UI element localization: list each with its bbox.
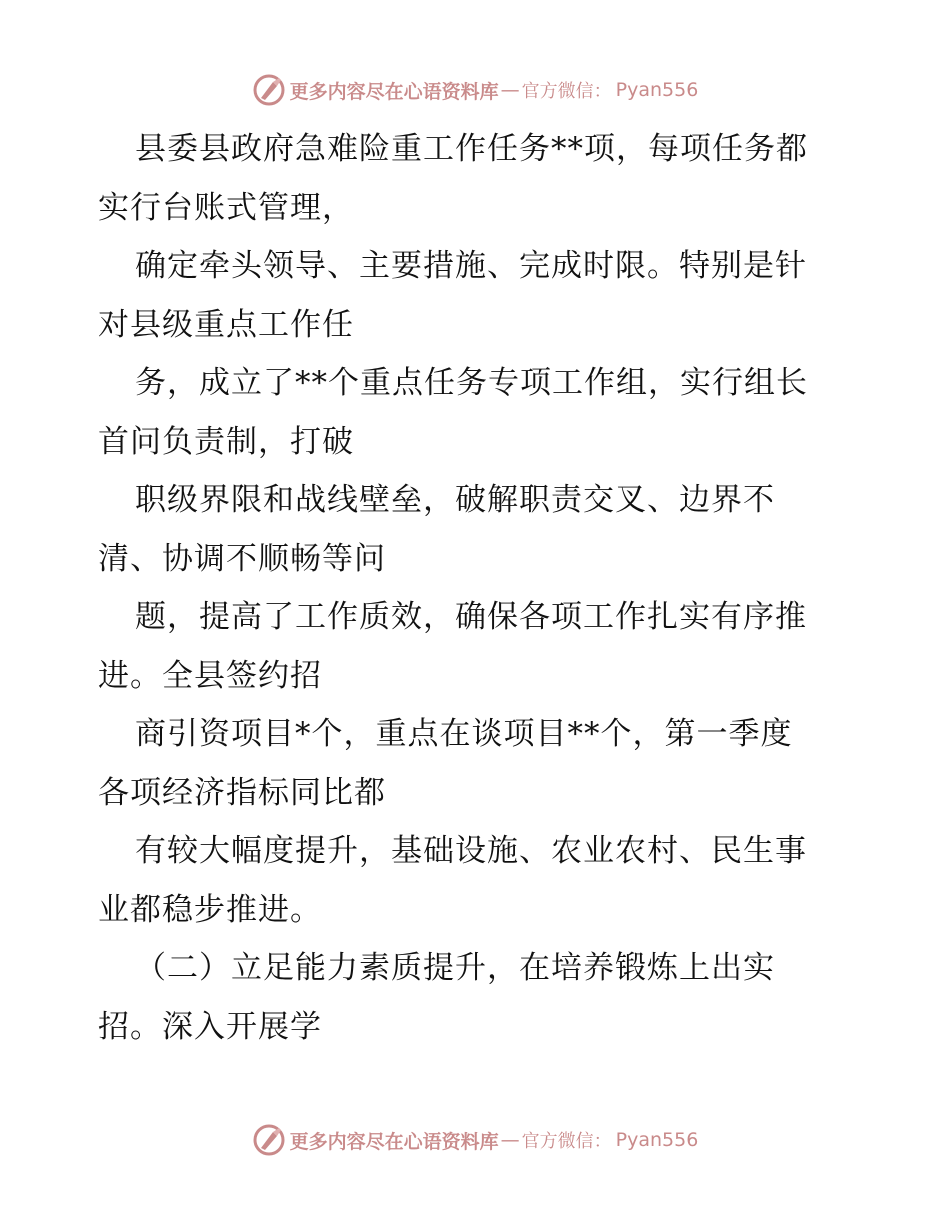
- text-line: 务，成立了**个重点任务专项工作组，实行组长: [135, 365, 808, 401]
- text-line: （二）立足能力素质提升，在培养锻炼上出实: [135, 950, 775, 986]
- watermark-id: Pyan556: [615, 1129, 699, 1151]
- text-line: 对县级重点工作任: [98, 306, 354, 343]
- text-line: 各项经济指标同比都: [98, 774, 386, 811]
- text-line: 职级界限和战线壁垒，破解职责交叉、边界不: [135, 482, 775, 518]
- watermark-dash: —: [500, 1129, 520, 1151]
- text-line: 业都稳步推进。: [98, 891, 322, 928]
- text-line: 县委县政府急难险重工作任务**项，每项任务都: [135, 131, 808, 167]
- text-line: 有较大幅度提升，基础设施、农业农村、民生事: [135, 833, 807, 869]
- watermark-label: 官方微信：: [521, 81, 612, 102]
- watermark-label: 官方微信：: [521, 1131, 612, 1152]
- header-watermark: [0, 70, 950, 110]
- text-line: 招。深入开展学: [98, 1008, 322, 1045]
- watermark-dash: —: [500, 79, 520, 101]
- text-line: 商引资项目*个，重点在谈项目**个，第一季度: [135, 716, 793, 752]
- document-body: [98, 120, 858, 1056]
- text-line: 实行台账式管理，: [98, 189, 354, 226]
- text-line: 题，提高了工作质效，确保各项工作扎实有序推: [135, 599, 807, 635]
- watermark-text: 更多内容尽在心语资料库: [289, 1130, 499, 1153]
- footer-watermark: [0, 1120, 950, 1160]
- watermark-text: 更多内容尽在心语资料库: [289, 80, 499, 103]
- watermark-id: Pyan556: [615, 79, 699, 101]
- text-line: 首问负责制，打破: [98, 423, 354, 460]
- pen-nib-circle-icon: [252, 73, 286, 107]
- pen-nib-circle-icon: [252, 1123, 286, 1157]
- text-line: 确定牵头领导、主要措施、完成时限。特别是针: [135, 248, 807, 284]
- text-line: 清、协调不顺畅等问: [98, 540, 386, 577]
- text-line: 进。全县签约招: [98, 657, 322, 694]
